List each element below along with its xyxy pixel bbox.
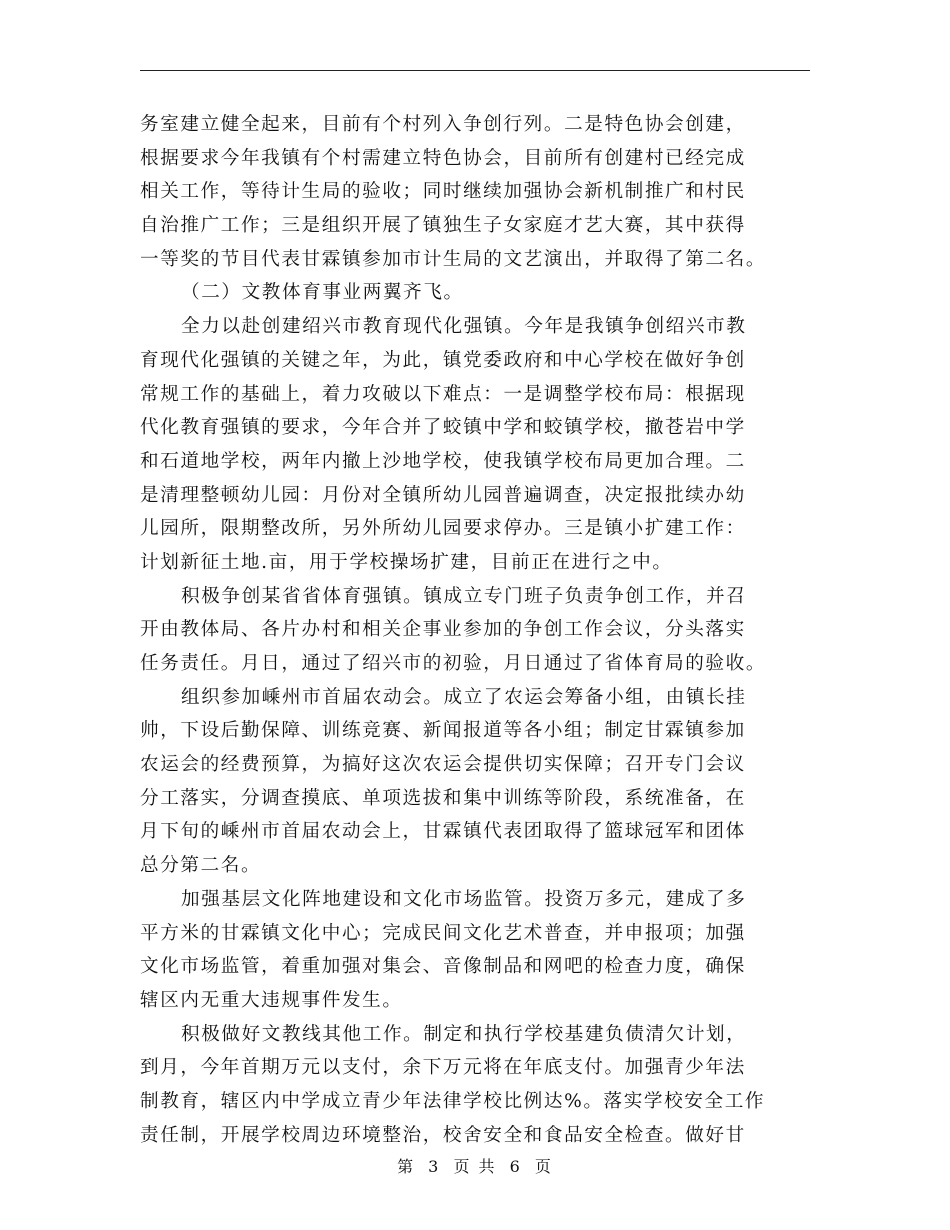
text-line: 一等奖的节目代表甘霖镇参加市计生局的文艺演出，并取得了第二名。	[140, 248, 767, 270]
footer-middle: 页 共	[453, 1157, 497, 1176]
text-line: 是清理整顿幼儿园：月份对全镇所幼儿园普遍调查，决定报批续办幼	[140, 484, 746, 506]
text-line: 计划新征土地.亩，用于学校操场扩建，目前正在进行之中。	[140, 551, 673, 573]
text-line: 开由教体局、各片办村和相关企事业参加的争创工作会议，分头落实	[140, 619, 746, 641]
text-line: 月下旬的嵊州市首届农动会上，甘霖镇代表团取得了篮球冠军和团体	[140, 821, 746, 843]
text-line: 常规工作的基础上，着力攻破以下难点：一是调整学校布局：根据现	[140, 383, 746, 405]
footer-page-number: 3	[428, 1157, 441, 1176]
text-line: 辖区内无重大违规事件发生。	[140, 989, 403, 1011]
footer-suffix: 页	[534, 1157, 553, 1176]
text-line: 平方米的甘霖镇文化中心；完成民间文化艺术普查，并申报项；加强	[140, 922, 746, 944]
text-line: （二）文教体育事业两翼齐飞。	[181, 282, 464, 304]
footer-total-pages: 6	[509, 1157, 522, 1176]
text-line: 全力以赴创建绍兴市教育现代化强镇。今年是我镇争创绍兴市教	[181, 316, 747, 338]
text-line: 文化市场监管，着重加强对集会、音像制品和网吧的检查力度，确保	[140, 956, 746, 978]
text-line: 务室建立健全起来，目前有个村列入争创行列。二是特色协会创建，	[140, 114, 746, 135]
text-line: 农运会的经费预算，为搞好这次农运会提供切实保障；召开专门会议	[140, 754, 746, 776]
text-line: 加强基层文化阵地建设和文化市场监管。投资万多元，建成了多	[181, 888, 747, 910]
text-line: 制教育，辖区内中学成立青少年法律学校比例达%。落实学校安全工作	[140, 1090, 766, 1112]
text-line: 组织参加嵊州市首届农动会。成立了农运会筹备小组，由镇长挂	[181, 686, 747, 708]
text-line: 儿园所，限期整改所，另外所幼儿园要求停办。三是镇小扩建工作：	[140, 518, 746, 540]
page-footer	[0, 1154, 950, 1177]
text-line: 自治推广工作；三是组织开展了镇独生子女家庭才艺大赛，其中获得	[140, 215, 746, 237]
text-line: 积极争创某省省体育强镇。镇成立专门班子负责争创工作，并召	[181, 585, 747, 607]
text-line: 根据要求今年我镇有个村需建立特色协会，目前所有创建村已经完成	[140, 147, 746, 169]
document-body	[140, 108, 815, 1152]
text-line: 帅，下设后勤保障、训练竞赛、新闻报道等各小组；制定甘霖镇参加	[140, 720, 746, 742]
text-line: 责任制，开展学校周边环境整治，校舍安全和食品安全检查。做好甘	[140, 1124, 746, 1146]
footer-prefix: 第	[397, 1157, 416, 1176]
text-line: 任务责任。月日，通过了绍兴市的初验，月日通过了省体育局的验收。	[140, 653, 767, 674]
text-line: 到月，今年首期万元以支付，余下万元将在年底支付。加强青少年法	[140, 1057, 746, 1079]
text-line: 相关工作，等待计生局的验收；同时继续加强协会新机制推广和村民	[140, 181, 746, 203]
text-line: 分工落实，分调查摸底、单项选拔和集中训练等阶段，系统准备，在	[140, 787, 746, 809]
text-line: 总分第二名。	[140, 855, 262, 877]
text-line: 代化教育强镇的要求，今年合并了蛟镇中学和蛟镇学校，撤苍岩中学	[140, 417, 746, 439]
header-rule	[140, 70, 810, 71]
text-line: 和石道地学校，两年内撤上沙地学校，使我镇学校布局更加合理。二	[140, 450, 746, 472]
text-line: 积极做好文教线其他工作。制定和执行学校基建负债清欠计划，	[181, 1023, 747, 1045]
text-line: 育现代化强镇的关键之年，为此，镇党委政府和中心学校在做好争创	[140, 349, 746, 371]
